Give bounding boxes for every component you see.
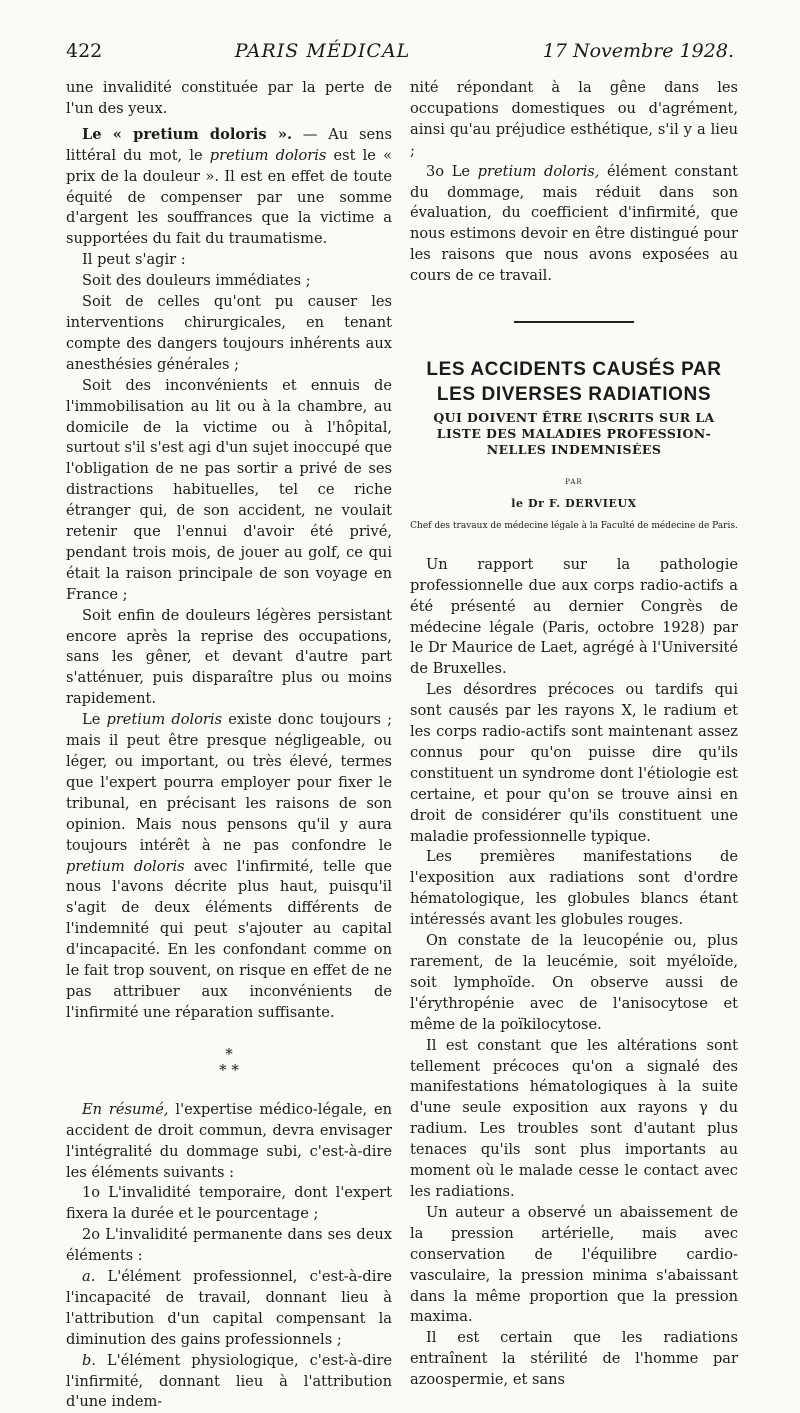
list-item: b. L'élément physiologique, c'est-à-dire l'infirmité, donnant lieu à l'attribution d'une indem- xyxy=(66,1351,392,1411)
paragraph: Il peut s'agir : xyxy=(82,251,186,269)
paragraph: Soit des douleurs immédiates ; xyxy=(82,272,311,290)
issue-date: 17 Novembre 1928. xyxy=(542,40,734,62)
paragraph: Le pretium doloris existe donc toujours ; mais il peut être presque négligeable, ou léger, ou important, ou très élevé, termes que l'expert pourra employer pour fixer le tribunal, en précisant les raisons de son opinion. Mais nous pensons qu'il y aura toujours intérêt à ne pas confondre le pretium doloris avec l'infirmité, telle que nous l'avons décrite plus haut, puisqu'il s'agit de deux éléments différents de l'indemnité qui peut s'ajouter au capital d'incapacité. En les confondant comme on le fait trop souvent, on risque en effet de ne pas attribuer aux inconvénients de l'infirmité une réparation suffisante. xyxy=(66,711,393,1021)
page-number: 422 xyxy=(66,40,103,62)
article-subtitle: QUI DOIVENT ÊTRE I\SCRITS SUR LA LISTE DES MALADIES PROFESSION- NELLES INDEMNISÉES xyxy=(433,410,715,458)
asterism-divider: * * * xyxy=(219,1044,239,1079)
author-name: le Dr F. DERVIEUX xyxy=(511,496,637,510)
section-heading: Le « pretium doloris ». xyxy=(82,125,293,143)
paragraph: Il est constant que les altérations sont tellement précoces qu'on a signalé des manifestations hématologiques à la suite d'une seule exposition aux rayons γ du radium. Les troubles sont d'autant plus tenaces qu'ils sont plus importants au moment où le malade cesse le contact avec les radiations. xyxy=(410,1036,738,1200)
article-title: LES ACCIDENTS CAUSÉS PAR LES DIVERSES RADIATIONS xyxy=(426,359,722,406)
section-divider xyxy=(514,321,634,323)
paragraph: Il est certain que les radiations entraînent la stérilité de l'homme par azoospermie, et sans xyxy=(410,1329,738,1389)
author-affiliation: Chef des travaux de médecine légale à la Faculté de médecine de Paris. xyxy=(410,520,738,531)
list-item: 3o Le pretium doloris, élément constant du dommage, mais réduit dans son évaluation, du coefficient d'infirmité, que nous estimons devoir en être distingué pour les raisons que nous avons exposées au cours de ce travail. xyxy=(410,162,739,285)
paragraph: Un rapport sur la pathologie professionnelle due aux corps radio-actifs a été présenté au dernier Congrès de médecine légale (Paris, octobre 1928) par le Dr Maurice de Laet, agrégé à l'Université de Bruxelles. xyxy=(410,555,738,678)
paragraph: Les désordres précoces ou tardifs qui sont causés par les rayons X, le radium et les corps radio-actifs sont maintenant assez connus pour qu'on puisse dire qu'ils constituent un syndrome dont l'étiologie est certaine, et pour qu'on se trouve ainsi en droit de considérer qu'ils constituent une maladie professionnelle typique. xyxy=(410,681,738,845)
left-column xyxy=(66,78,392,1413)
journal-title: PARIS MÉDICAL xyxy=(234,40,411,62)
paragraph: Un auteur a observé un abaissement de la pression artérielle, mais avec conservation de l'équilibre cardio-vasculaire, la pression minima s'abaissant dans la même proportion que la pression maxima. xyxy=(410,1203,738,1326)
list-item: a. L'élément professionnel, c'est-à-dire l'incapacité de travail, donnant lieu à l'attribution d'un capital compensant la diminution des gains professionnels ; xyxy=(66,1268,392,1348)
list-item: 1o L'invalidité temporaire, dont l'expert fixera la durée et le pourcentage ; xyxy=(66,1184,392,1223)
right-column xyxy=(410,78,738,1391)
paragraph: Soit enfin de douleurs légères persistant encore après la reprise des occupations, sans les gêner, et devant d'autre part s'atténuer, puis disparaître plus ou moins rapidement. xyxy=(66,606,392,708)
paragraph-pretium-doloris: Le « pretium doloris ». — Au sens littéral du mot, le pretium doloris est le « prix de la douleur ». Il est en effet de toute équité de compenser par une somme d'argent les souffrances que la victime a supportées du fait du traumatisme. xyxy=(66,125,393,248)
running-header xyxy=(66,40,734,72)
paragraph: On constate de la leucopénie ou, plus rarement, de la leucémie, soit myéloïde, soit lymphoïde. On observe aussi de l'érythropénie avec de l'anisocytose et même de la poïkilocytose. xyxy=(410,932,738,1033)
paragraph: Les premières manifestations de l'exposition aux radiations sont d'ordre hématologique, les globules blancs étant intéressés avant les globules rouges. xyxy=(410,848,738,929)
byline-par: PAR xyxy=(565,478,583,487)
paragraph-summary: En résumé, l'expertise médico-légale, en accident de droit commun, devra envisager l'intégralité du dommage subi, c'est-à-dire les éléments suivants : xyxy=(66,1100,393,1181)
paragraph: Soit de celles qu'ont pu causer les interventions chirurgicales, en tenant compte des dangers toujours inhérents aux anesthésies générales ; xyxy=(66,293,392,373)
paragraph: une invalidité constituée par la perte de l'un des yeux. xyxy=(66,79,392,117)
paragraph: Soit des inconvénients et ennuis de l'immobilisation au lit ou à la chambre, au domicile de la victime ou à l'hôpital, surtout s'il s'est agi d'un sujet inoccupé que l'obligation de ne pas sortir a privé de ses distractions habituelles, tel ce riche étranger qui, de son accident, ne voulait retenir que l'ennui d'avoir été privé, pendant trois mois, de jouer au golf, ce qui était la raison principale de son voyage en France ; xyxy=(66,376,392,603)
list-item: 2o L'invalidité permanente dans ses deux éléments : xyxy=(66,1226,392,1265)
paragraph: nité répondant à la gêne dans les occupations domestiques ou d'agrément, ainsi qu'au préjudice esthétique, s'il y a lieu ; xyxy=(410,79,738,159)
